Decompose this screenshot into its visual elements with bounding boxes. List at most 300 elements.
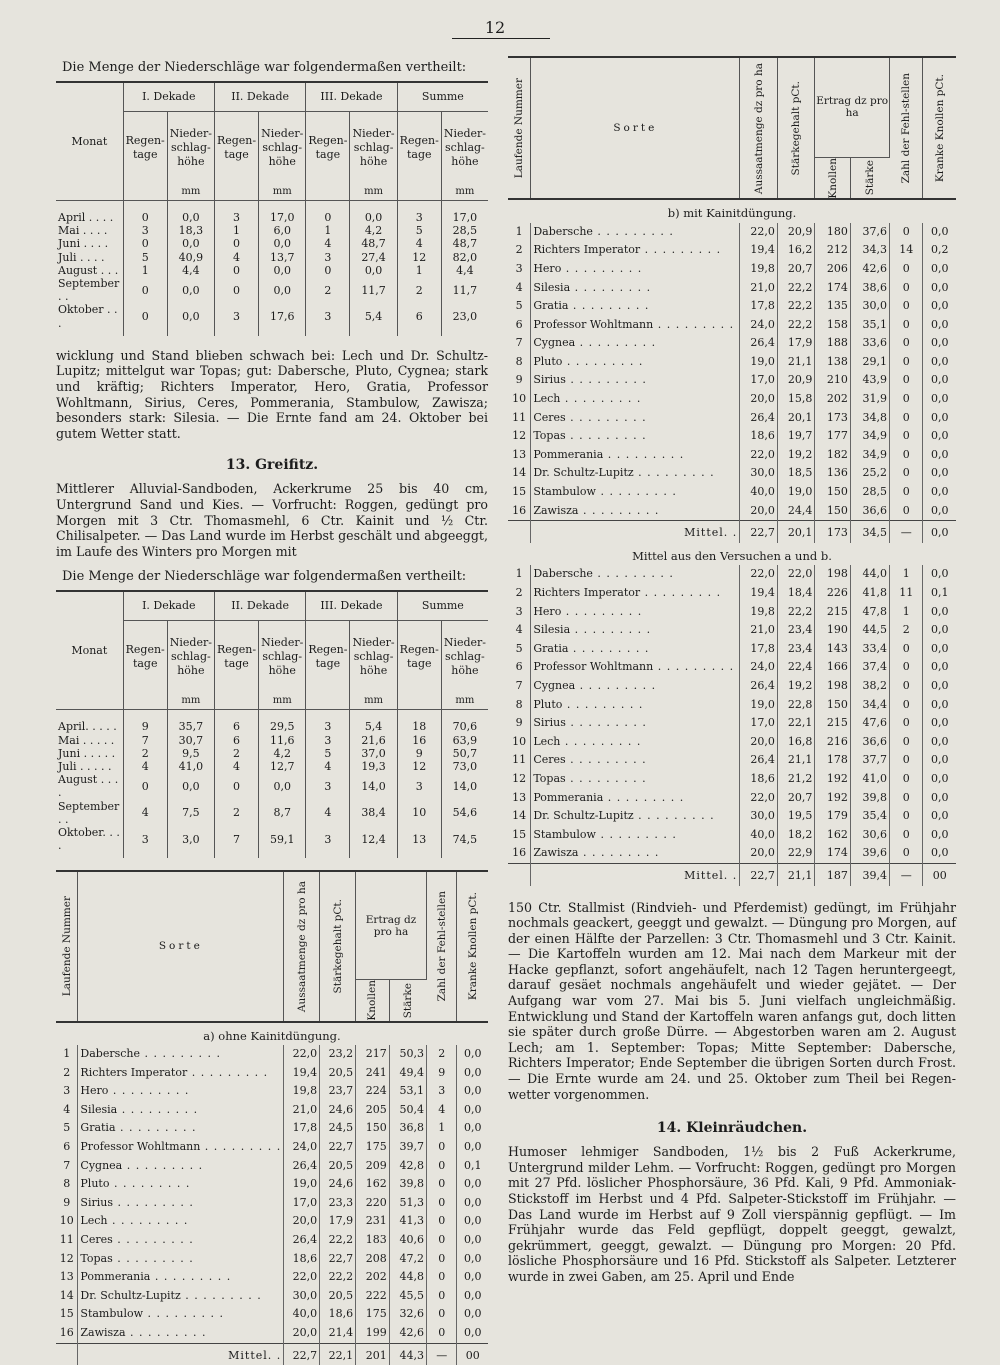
rain-cell: 0 <box>123 201 167 225</box>
rain-cell: 5,4 <box>350 710 397 734</box>
rain-month: April. . . . . <box>56 710 123 734</box>
data-cell: 0 <box>426 1194 457 1213</box>
table-row <box>508 353 956 372</box>
variety-label: Topas <box>80 1251 113 1265</box>
rain-row <box>56 237 488 250</box>
data-cell: 40,0 <box>740 483 778 502</box>
table-row <box>508 446 956 465</box>
data-cell: 2 <box>889 621 922 640</box>
row-number: 14 <box>508 464 531 483</box>
rain-cell: 30,7 <box>167 734 214 747</box>
data-cell: 20,0 <box>740 733 778 752</box>
sub-niederschlag: Nieder-schlag-höhe <box>443 127 486 168</box>
data-cell: 20,7 <box>777 789 815 808</box>
data-cell: 0,0 <box>463 1177 482 1191</box>
page-number: 12 <box>484 18 506 37</box>
table-row <box>508 316 956 335</box>
data-cell: 23,4 <box>777 621 815 640</box>
data-cell: 179 <box>815 807 851 826</box>
data-cell: 0 <box>889 427 922 446</box>
data-cell: 18,6 <box>740 427 778 446</box>
variety-label: Pluto <box>80 1177 110 1191</box>
data-cell: 44,0 <box>850 565 889 584</box>
data-cell: 17,9 <box>320 1212 356 1231</box>
data-cell: 24,6 <box>320 1175 356 1194</box>
data-cell: 215 <box>815 714 851 733</box>
row-number: 5 <box>56 1119 78 1138</box>
rain-cell: 0 <box>214 237 258 250</box>
mittel-cell: 0,0 <box>923 521 956 543</box>
rain-cell: 13 <box>397 826 441 858</box>
data-cell: 150 <box>815 696 851 715</box>
data-cell: 0 <box>889 334 922 353</box>
unit-mm: mm <box>455 695 475 707</box>
col-sorte: Sorte <box>531 57 740 199</box>
data-cell: 21,1 <box>777 353 815 372</box>
table-row <box>56 1212 488 1231</box>
row-number: 3 <box>56 1082 78 1101</box>
variety-name <box>531 502 740 521</box>
data-cell: 36,6 <box>850 733 889 752</box>
data-cell: 19,5 <box>777 807 815 826</box>
variety-label: Ceres <box>80 1233 113 1247</box>
rain-month: Mai . . . . <box>56 224 123 237</box>
dot-leader: . . . . . . . . . <box>578 503 660 517</box>
table-row <box>508 751 956 770</box>
mittel-cell: — <box>426 1343 457 1365</box>
variety-name <box>531 844 740 863</box>
table-row <box>56 1082 488 1101</box>
data-cell: 0,0 <box>930 410 949 424</box>
mittel-label: Mittel. . <box>531 863 740 885</box>
data-cell: 0,0 <box>463 1102 482 1116</box>
rain-cell: 0 <box>123 277 167 303</box>
mittel-label: Mittel. . <box>78 1343 284 1365</box>
table-row <box>56 1175 488 1194</box>
rain-cell: 0 <box>123 773 167 799</box>
rain-month: Juni . . . . . <box>56 747 123 760</box>
rain-cell: 9 <box>123 710 167 734</box>
data-cell: 44,5 <box>850 621 889 640</box>
data-cell: 42,6 <box>850 260 889 279</box>
variety-label: Hero <box>533 261 562 275</box>
variety-name <box>78 1324 284 1343</box>
table-row <box>56 1119 488 1138</box>
col-dek3: III. Dekade <box>306 591 397 621</box>
data-cell: 50,3 <box>389 1045 426 1064</box>
rain-month: September . . <box>56 800 123 826</box>
rain-cell: 0,0 <box>259 773 306 799</box>
table-row <box>508 502 956 521</box>
data-cell: 220 <box>356 1194 390 1213</box>
data-cell: 40,0 <box>284 1305 320 1324</box>
data-cell: 17,8 <box>740 297 778 316</box>
variety-label: Dabersche <box>533 224 593 238</box>
row-number: 4 <box>56 1101 78 1120</box>
data-cell: 20,0 <box>740 844 778 863</box>
data-cell: 22,0 <box>740 565 778 584</box>
rain-cell: 0,0 <box>167 303 214 335</box>
rain-caption-2: Die Menge der Niederschläge war folgendermaßen vertheilt: <box>62 569 467 585</box>
data-cell: 0,0 <box>463 1288 482 1302</box>
sub-regentage: Regen-tage <box>397 621 441 694</box>
rain-cell: 3 <box>123 826 167 858</box>
rain-cell: 82,0 <box>452 250 478 264</box>
rain-cell: 3 <box>306 303 350 335</box>
unit-mm: mm <box>167 693 214 710</box>
data-cell: 162 <box>356 1175 390 1194</box>
rain-cell: 7 <box>123 734 167 747</box>
data-cell: 34,9 <box>850 427 889 446</box>
data-cell: 199 <box>356 1324 390 1343</box>
variety-label: Sirius <box>80 1195 113 1209</box>
row-number: 10 <box>508 390 531 409</box>
data-cell: 22,0 <box>284 1268 320 1287</box>
rain-cell: 7,5 <box>167 800 214 826</box>
table-row <box>508 260 956 279</box>
data-cell: 17,8 <box>284 1119 320 1138</box>
dot-leader: . . . . . . . . . <box>595 827 677 841</box>
data-cell: 53,1 <box>389 1082 426 1101</box>
col-staerke: Stärke <box>402 982 415 1018</box>
data-cell: 19,2 <box>777 677 815 696</box>
data-cell: 17,0 <box>740 714 778 733</box>
variety-name <box>531 409 740 428</box>
data-cell: 177 <box>815 427 851 446</box>
data-cell: 35,4 <box>850 807 889 826</box>
variety-name <box>531 334 740 353</box>
row-number: 14 <box>508 807 531 826</box>
dot-leader: . . . . . . . . . <box>565 410 647 424</box>
variety-name <box>78 1082 284 1101</box>
variety-label: Stambulow <box>533 827 596 841</box>
paragraph-development: wicklung und Stand blieben schwach bei: Lech und Dr. Schultz-Lupitz; mittelgut war Topas; gut: Dabersche, Pluto, Cygnea; stark und kräftig; Richters Imperator, Hero, Gratia, Professor Wohltmann, Sirius, Ceres, Pommerania, Stambulow, Zawisza; besonders stark: Silesia. — Die Ernte fand am 24. Oktober bei gutem Wetter statt. <box>56 347 488 441</box>
variety-name <box>531 241 740 260</box>
variety-name <box>531 565 740 584</box>
table-row <box>56 1324 488 1343</box>
variety-label: Lech <box>533 734 561 748</box>
data-cell: 30,0 <box>740 807 778 826</box>
dot-leader: . . . . . . . . . <box>125 1326 207 1340</box>
data-cell: 34,4 <box>850 696 889 715</box>
variety-label: Silesia <box>80 1102 118 1116</box>
data-cell: 0,0 <box>463 1233 482 1247</box>
data-cell: 22,0 <box>740 789 778 808</box>
variety-label: Pluto <box>533 697 563 711</box>
data-cell: 0 <box>889 353 922 372</box>
dot-leader: . . . . . . . . . <box>560 392 642 406</box>
rain-month: September . . <box>56 277 123 303</box>
rain-cell: 4,2 <box>350 224 397 237</box>
rain-cell: 0,0 <box>350 264 397 277</box>
variety-label: Stambulow <box>80 1307 144 1321</box>
data-cell: 178 <box>815 751 851 770</box>
data-cell: 47,6 <box>850 714 889 733</box>
rain-cell: 0 <box>306 201 350 225</box>
data-cell: 20,0 <box>740 502 778 521</box>
data-cell: 175 <box>356 1138 390 1157</box>
table-row <box>56 1231 488 1250</box>
variety-name <box>531 390 740 409</box>
row-number: 9 <box>508 714 531 733</box>
data-cell: 0,0 <box>930 846 949 860</box>
data-cell: 1 <box>889 565 922 584</box>
data-cell: 37,7 <box>850 751 889 770</box>
data-cell: 18,2 <box>777 826 815 845</box>
rain-cell: 0,0 <box>167 773 214 799</box>
data-cell: 17,0 <box>284 1194 320 1213</box>
rain-cell: 2 <box>214 747 258 760</box>
rain-cell: 8,7 <box>259 800 306 826</box>
rain-row <box>56 773 488 799</box>
sub-regentage: Regen-tage <box>214 621 258 694</box>
data-cell: 0,0 <box>930 392 949 406</box>
section-heading-greifitz: 13. Greifitz. <box>225 457 319 474</box>
rain-cell: 17,6 <box>259 303 306 335</box>
row-number: 6 <box>508 316 531 335</box>
data-cell: 0,0 <box>930 224 949 238</box>
data-cell: 0 <box>889 696 922 715</box>
col-aussaat: Aussaatmenge dz pro ha <box>284 871 320 1021</box>
data-cell: 0,0 <box>930 447 949 461</box>
data-cell: 0 <box>426 1287 457 1306</box>
data-cell: 37,6 <box>850 223 889 242</box>
sub-niederschlag: Nieder-schlag-höhe <box>259 621 306 694</box>
data-cell: 23,7 <box>320 1082 356 1101</box>
variety-name <box>78 1305 284 1324</box>
variety-label: Zawisza <box>533 503 579 517</box>
data-cell: 0 <box>889 658 922 677</box>
data-cell: 22,2 <box>777 316 815 335</box>
data-cell: 158 <box>815 316 851 335</box>
data-cell: 0,0 <box>463 1307 482 1321</box>
row-number: 16 <box>56 1324 78 1343</box>
sub-regentage: Regen-tage <box>123 621 167 694</box>
rain-cell: 5 <box>123 251 167 264</box>
col-ertrag: Ertrag dz pro ha <box>815 57 890 157</box>
row-number: 9 <box>56 1194 78 1213</box>
data-cell: 0 <box>889 677 922 696</box>
data-cell: 0 <box>426 1138 457 1157</box>
rain-cell: 3 <box>306 710 350 734</box>
rain-month: August . . . <box>56 264 123 277</box>
data-cell: 0 <box>889 464 922 483</box>
data-cell: 24,0 <box>284 1138 320 1157</box>
table-row <box>56 1138 488 1157</box>
data-cell: 150 <box>815 502 851 521</box>
data-cell: 1 <box>426 1119 457 1138</box>
data-cell: 18,6 <box>740 770 778 789</box>
potato-table-b-body <box>508 199 956 885</box>
data-cell: 16,2 <box>777 241 815 260</box>
dot-leader: . . . . . . . . . <box>633 809 715 823</box>
data-cell: 26,4 <box>740 677 778 696</box>
rain-cell: 14,0 <box>452 779 478 793</box>
variety-label: Cygnea <box>533 678 576 692</box>
table-row <box>56 1045 488 1064</box>
col-dek1: I. Dekade <box>123 82 214 112</box>
rain-cell: 0,0 <box>350 201 397 225</box>
data-cell: 0 <box>889 826 922 845</box>
table-row <box>508 297 956 316</box>
data-cell: 0 <box>889 483 922 502</box>
data-cell: 0,0 <box>930 429 949 443</box>
rain-cell: 17,0 <box>259 201 306 225</box>
rain-cell: 54,6 <box>452 806 478 820</box>
variety-label: Professor Wohltmann <box>80 1140 201 1154</box>
mittel-cell: 21,1 <box>777 863 815 885</box>
sub-niederschlag: Nieder-schlag-höhe <box>443 636 486 678</box>
rain-table-1 <box>56 81 488 336</box>
section-heading-kleinraeudchen: 14. Kleinräudchen. <box>656 1120 808 1137</box>
data-cell: 19,4 <box>740 584 778 603</box>
data-cell: 138 <box>815 353 851 372</box>
variety-label: Dabersche <box>533 567 593 581</box>
col-monat: Monat <box>56 591 123 710</box>
data-cell: 192 <box>815 789 851 808</box>
variety-name <box>531 260 740 279</box>
table-row <box>56 1064 488 1083</box>
row-number: 2 <box>508 584 531 603</box>
data-cell: 19,8 <box>740 260 778 279</box>
row-number: 16 <box>508 844 531 863</box>
data-cell: 231 <box>356 1212 390 1231</box>
data-cell: 190 <box>815 621 851 640</box>
mittel-cell: 201 <box>356 1343 390 1365</box>
dot-leader: . . . . . . . . . <box>575 678 657 692</box>
table-row <box>508 677 956 696</box>
mittel-cell: 39,4 <box>850 863 889 885</box>
mittel-cell: 173 <box>815 521 851 543</box>
data-cell: 22,2 <box>777 297 815 316</box>
table-row <box>56 1101 488 1120</box>
col-dek2: II. Dekade <box>214 591 305 621</box>
page-number-rule <box>452 38 550 39</box>
data-cell: 22,0 <box>740 223 778 242</box>
mittel-row <box>508 521 956 543</box>
data-cell: 0,0 <box>463 1121 482 1135</box>
data-cell: 9 <box>426 1064 457 1083</box>
data-cell: 136 <box>815 464 851 483</box>
sub-regentage: Regen-tage <box>397 112 441 185</box>
data-cell: 0 <box>426 1175 457 1194</box>
variety-label: Richters Imperator <box>80 1065 188 1079</box>
rain-month: Oktober . . . <box>56 303 123 335</box>
rain-cell: 0 <box>123 237 167 250</box>
dot-leader: . . . . . . . . . <box>143 1307 224 1321</box>
dot-leader: . . . . . . . . . <box>562 697 644 711</box>
rain-cell: 70,6 <box>452 720 478 734</box>
variety-name <box>531 677 740 696</box>
rain-cell: 0 <box>306 264 350 277</box>
dot-leader: . . . . . . . . . <box>107 1214 189 1228</box>
col-nummer: Laufende Nummer <box>56 871 78 1021</box>
rain-cell: 2 <box>397 277 441 303</box>
rain-row <box>56 734 488 747</box>
rain-cell: 28,5 <box>452 224 478 238</box>
data-cell: 198 <box>815 565 851 584</box>
data-cell: 45,5 <box>389 1287 426 1306</box>
variety-label: Topas <box>533 771 566 785</box>
data-cell: 34,9 <box>850 446 889 465</box>
variety-name <box>531 427 740 446</box>
data-cell: 0 <box>889 807 922 826</box>
rain-row <box>56 710 488 734</box>
data-cell: 33,6 <box>850 334 889 353</box>
rain-cell: 4 <box>306 237 350 250</box>
data-cell: 0 <box>889 502 922 521</box>
data-cell: 0 <box>426 1231 457 1250</box>
data-cell: 21,0 <box>740 621 778 640</box>
row-number: 13 <box>508 789 531 808</box>
data-cell: 0,0 <box>930 641 949 655</box>
data-cell: 0,0 <box>463 1140 482 1154</box>
data-cell: 0,0 <box>930 809 949 823</box>
data-cell: 29,1 <box>850 353 889 372</box>
variety-label: Zawisza <box>533 846 579 860</box>
variety-name <box>531 371 740 390</box>
row-number: 11 <box>508 751 531 770</box>
data-cell: 20,7 <box>777 260 815 279</box>
data-cell: 0,0 <box>463 1214 482 1228</box>
row-number: 6 <box>508 658 531 677</box>
rain-cell: 0,0 <box>167 201 214 225</box>
row-number: 12 <box>508 427 531 446</box>
dot-leader: . . . . . . . . . <box>200 1140 282 1154</box>
data-cell: 0 <box>426 1250 457 1269</box>
sub-regentage: Regen-tage <box>123 112 167 185</box>
potato-table-a-body <box>56 1022 488 1365</box>
dot-leader: . . . . . . . . . <box>112 1251 194 1265</box>
col-staerkegehalt: Stärkegehalt pCt. <box>777 57 815 199</box>
data-cell: 166 <box>815 658 851 677</box>
col-kranke: Kranke Knollen pCt. <box>933 74 946 183</box>
dot-leader: . . . . . . . . . <box>595 485 677 499</box>
rain-cell: 48,7 <box>350 237 397 250</box>
data-cell: 188 <box>815 334 851 353</box>
data-cell: 22,7 <box>320 1138 356 1157</box>
data-cell: 24,0 <box>740 658 778 677</box>
data-cell: 34,8 <box>850 409 889 428</box>
data-cell: 162 <box>815 826 851 845</box>
data-cell: 0,0 <box>930 466 949 480</box>
data-cell: 217 <box>356 1045 390 1064</box>
rain-cell: 3,0 <box>167 826 214 858</box>
data-cell: 19,0 <box>740 696 778 715</box>
sub-regentage: Regen-tage <box>306 112 350 185</box>
data-cell: 21,4 <box>320 1324 356 1343</box>
data-cell: 28,5 <box>850 483 889 502</box>
data-cell: 0 <box>889 714 922 733</box>
data-cell: 0,0 <box>930 771 949 785</box>
variety-label: Sirius <box>533 373 566 387</box>
table-row <box>508 640 956 659</box>
mittel-row <box>56 1343 488 1365</box>
row-number: 16 <box>508 502 531 521</box>
rain-row <box>56 826 488 858</box>
data-cell: 41,3 <box>389 1212 426 1231</box>
mittel-spacer <box>508 863 531 885</box>
dot-leader: . . . . . . . . . <box>578 846 660 860</box>
mittel-cell: 00 <box>457 1343 488 1365</box>
dot-leader: . . . . . . . . . <box>108 1084 190 1098</box>
variety-name <box>78 1064 284 1083</box>
data-cell: 0 <box>889 316 922 335</box>
rain-cell: 4 <box>397 237 441 250</box>
rain-cell: 1 <box>397 264 441 277</box>
variety-label: Silesia <box>533 623 571 637</box>
data-cell: 20,0 <box>740 390 778 409</box>
